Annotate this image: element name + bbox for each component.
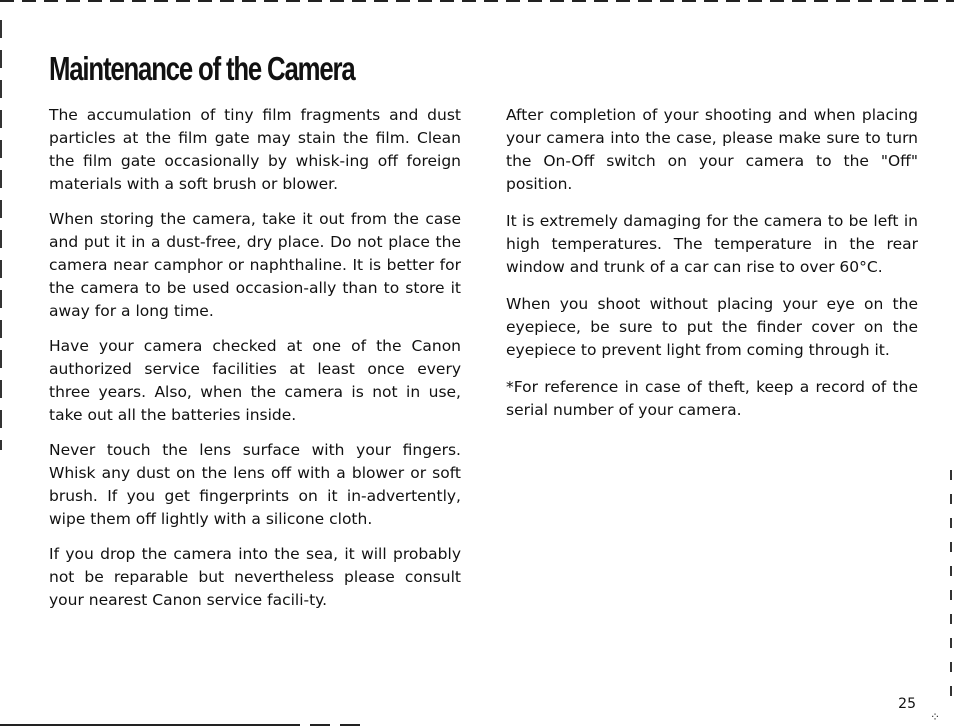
page-number: 25 [898,696,916,712]
left-scan-edge [0,20,2,450]
paragraph-lens-care: Never touch the lens surface with your fingers. Whisk any dust on the lens off with a blower or soft brush. If you get fingerprints on it in-advertently, wipe them off lightly with a silicone cloth. [49,441,461,528]
scan-speck-mark: ⁘ [929,710,940,724]
paragraph-storage: When storing the camera, take it out from the case and put it in a dust-free, dry place. Do not place the camera near camphor or naphthaline. It is better for the camera to be used occasion-ally than to store it away for a long time. [49,210,461,320]
paragraph-service: Have your camera checked at one of the Canon authorized service facilities at least once every three years. Also, when the camera is not in use, take out all the batteries inside. [49,337,461,424]
left-column [49,104,461,624]
paragraph-temperature: It is extremely damaging for the camera to be left in high temperatures. The temperature in the rear window and trunk of a car can rise to over 60°C. [506,212,918,276]
paragraph-finder-cover: When you shoot without placing your eye on the eyepiece, be sure to put the finder cover on the eyepiece to prevent light from coming through it. [506,295,918,359]
bottom-scan-edge [0,724,954,726]
paragraph-off-switch: After completion of your shooting and when placing your camera into the case, please make sure to turn the On-Off switch on your camera to the "Off" position. [506,106,918,193]
top-scan-edge [0,0,954,2]
paragraph-serial-number: *For reference in case of theft, keep a record of the serial number of your camera. [506,378,918,419]
paragraph-film-gate: The accumulation of tiny film fragments and dust particles at the film gate may stain the film. Clean the film gate occasionally by whisk-ing off foreign materials with a soft brush or blower. [49,106,461,193]
page-title: Maintenance of the Camera [49,50,355,87]
paragraph-sea-drop: If you drop the camera into the sea, it will probably not be reparable but nevertheless please consult your nearest Canon service facili-ty. [49,545,461,609]
right-scan-edge [950,470,952,700]
right-column [506,104,918,436]
